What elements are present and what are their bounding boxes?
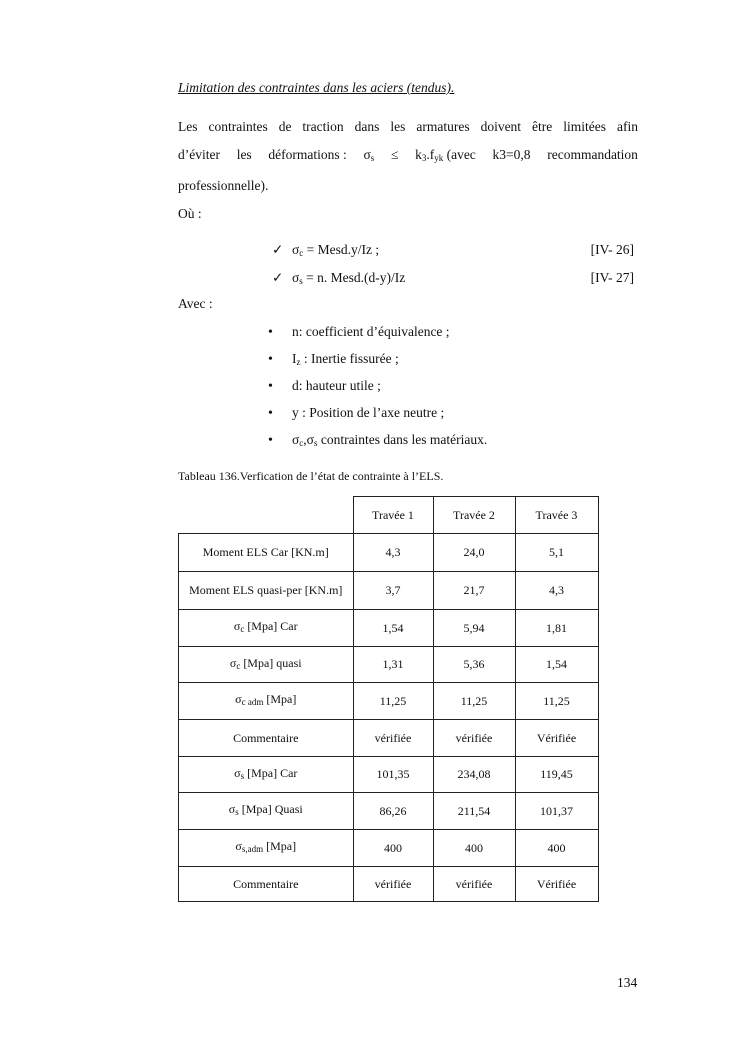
table-cell: 119,45 [515,757,598,793]
bullet-item: • n: coefficient d’équivalence ; [268,324,450,340]
header-cell: Travée 1 [353,497,433,534]
row-label: $\sigma_c$ [Mpa] Car [179,610,354,647]
equation-sigma-s: ✓ $\sigma_s = n$. Mesd.(d-y)/Iz [IV- 27] [272,270,634,286]
table-cell: 4,3 [515,572,598,610]
table-caption: Tableau 136.Verfication de l’état de contrainte à l’ELS. [178,469,444,483]
table-cell: 400 [353,830,433,867]
table-cell: 400 [515,830,598,867]
table-cell: 24,0 [433,534,515,572]
table-cell: 400 [433,830,515,867]
table-cell: 11,25 [433,683,515,720]
table-cell: vérifiée [353,720,433,757]
table-row [179,720,599,757]
table-row [179,683,599,720]
table-cell: 1,31 [353,647,433,683]
row-label: Commentaire [179,867,354,902]
table-row [179,793,599,830]
row-label: $\sigma_{s,adm}$ [Mpa] [179,830,354,867]
word: k3=0,8 [492,147,531,162]
table-cell: 86,26 [353,793,433,830]
equation-ref: [IV- 27] [590,270,634,285]
bullet-icon: • [268,433,273,448]
table-cell: 211,54 [433,793,515,830]
bullet-item: • d: hauteur utile ; [268,378,381,394]
row-label: $\sigma_s$ [Mpa] Quasi [179,793,354,830]
header-cell: Travée 3 [515,497,598,534]
table-cell: 11,25 [515,683,598,720]
row-label: Moment ELS quasi-per [KN.m] [179,572,354,610]
table-row [179,534,599,572]
table-row [179,610,599,647]
table-cell: 234,08 [433,757,515,793]
row-label: Commentaire [179,720,354,757]
intro-paragraph [178,113,638,200]
table-row [179,867,599,902]
avec-label: Avec : [178,296,213,311]
bullet-icon: • [268,325,273,340]
table-cell: 5,1 [515,534,598,572]
paragraph-line-2 [178,141,638,172]
table-cell: vérifiée [433,867,515,902]
row-label: $\sigma_s$ [Mpa] Car [179,757,354,793]
table-cell: vérifiée [353,867,433,902]
table-cell: 1,54 [515,647,598,683]
k3-fyk-expression: $k_3.f_{yk}$ (avec [415,147,476,163]
bullet-item: • $\sigma_c,\sigma_s$ contraintes dans les matériaux. [268,432,488,448]
table-cell: vérifiée [433,720,515,757]
equation-sigma-c: ✓ $\sigma_c$ = Mesd.y/Iz ; [IV- 26] [272,242,634,258]
page-number: 134 [617,975,638,990]
table-corner-cell [179,497,354,534]
table-cell: 4,3 [353,534,433,572]
table-row [179,757,599,793]
table-cell: 101,35 [353,757,433,793]
bullet-item: • $I_z$ : Inertie fissurée ; [268,351,399,367]
row-label: Moment ELS Car [KN.m] [179,534,354,572]
equation-ref: [IV- 26] [590,242,634,257]
table-cell: 11,25 [353,683,433,720]
bullet-icon: • [268,352,273,367]
table-cell: 5,94 [433,610,515,647]
stress-verification-table [178,496,599,902]
table-cell: 101,37 [515,793,598,830]
table-cell: 1,81 [515,610,598,647]
word: déformations : [268,147,347,162]
table-cell: 3,7 [353,572,433,610]
word: recommandation [547,147,638,162]
row-label: $\sigma_c$ [Mpa] quasi [179,647,354,683]
sigma-s-symbol: $\sigma_s$ [363,147,375,163]
table-row [179,572,599,610]
paragraph-line-3: professionnelle). [178,178,269,193]
word: les [236,147,252,162]
checkmark-icon: ✓ [272,270,284,285]
table-cell: 1,54 [353,610,433,647]
word: d’éviter [178,147,220,162]
table-row [179,647,599,683]
table-header-row [179,497,599,534]
bullet-icon: • [268,406,273,421]
checkmark-icon: ✓ [272,242,284,257]
table-cell: 21,7 [433,572,515,610]
table-cell: Vérifiée [515,867,598,902]
table-row [179,830,599,867]
bullet-item: • y : Position de l’axe neutre ; [268,405,445,421]
ou-label: Où : [178,206,202,221]
paragraph-line-1: Les contraintes de traction dans les armatures doivent être limitées afin [178,119,638,134]
table-cell: Vérifiée [515,720,598,757]
section-heading: Limitation des contraintes dans les aciers (tendus). [178,80,455,95]
bullet-icon: • [268,379,273,394]
table-cell: 5,36 [433,647,515,683]
row-label: $\sigma_{c adm}$ [Mpa] [179,683,354,720]
leq-symbol: ≤ [390,147,399,162]
header-cell: Travée 2 [433,497,515,534]
